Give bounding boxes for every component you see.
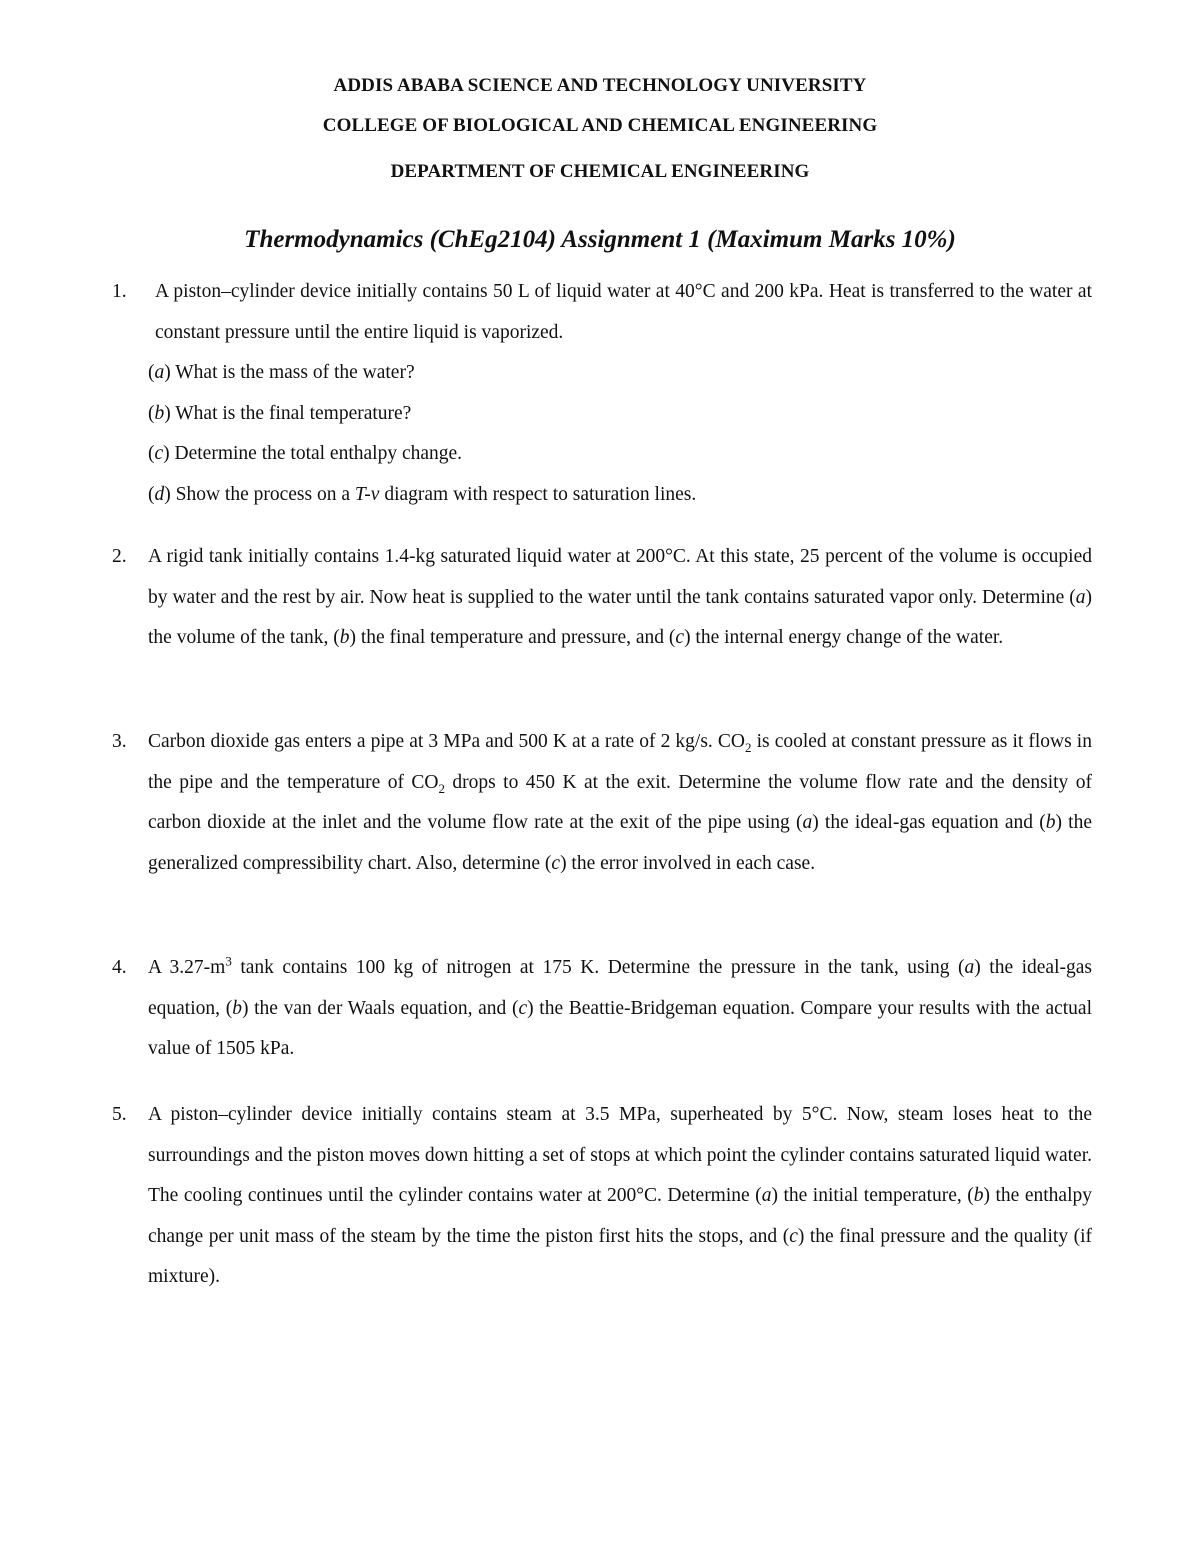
sub-question-a: (a) What is the mass of the water? <box>148 362 415 383</box>
question-text: A piston–cylinder device initially contains 50 L of liquid water at 40°C and 200 kPa. Heat is transferred to the water at constant pressure until the entire liquid is vaporized. <box>155 281 1092 343</box>
question-number: 4. <box>112 957 127 978</box>
question-text: A piston–cylinder device initially contains steam at 3.5 MPa, superheated by 5°C. Now, steam loses heat to the surroundings and the piston moves down hitting a set of stops at which point the cylinder contains saturated liquid water. The cooling continues until the cylinder contains water at 200°C. Determine (a) the initial temperature, (b) the enthalpy change per unit mass of the steam by the time the piston first hits the stops, and (c) the final pressure and the quality (if mixture). <box>148 1104 1092 1287</box>
sub-question-c: (c) Determine the total enthalpy change. <box>148 443 463 464</box>
college-name: COLLEGE OF BIOLOGICAL AND CHEMICAL ENGINEERING <box>322 115 878 136</box>
assignment-title: Thermodynamics (ChEg2104) Assignment 1 (Maximum Marks 10%) <box>244 226 956 253</box>
sub-question-d: (d) Show the process on a T-v diagram with respect to saturation lines. <box>148 483 697 505</box>
sub-question-b: (b) What is the final temperature? <box>148 402 412 424</box>
question-number: 3. <box>112 731 127 752</box>
question-number: 2. <box>112 546 127 567</box>
university-name: ADDIS ABABA SCIENCE AND TECHNOLOGY UNIVERSITY <box>333 75 867 96</box>
question-text: A rigid tank initially contains 1.4-kg saturated liquid water at 200°C. At this state, 25 percent of the volume is occupied by water and the rest by air. Now heat is supplied to the water until the tank contains saturated vapor only. Determine (a) the volume of the tank, (b) the final temperature and pressure, and (c) the internal energy change of the water. <box>148 546 1092 648</box>
question-text: Carbon dioxide gas enters a pipe at 3 MPa and 500 K at a rate of 2 kg/s. $CO_2$ is cooled at constant pressure as it flows in the pipe and the temperature of $CO_2$ drops to 450 K at the exit. Determine the volume flow rate and the density of carbon dioxide at the inlet and the volume flow rate at the exit of the pipe using (a) the ideal-gas equation and (b) the generalized compressibility chart. Also, determine (c) the error involved in each case. <box>148 731 1092 874</box>
sub-questions <box>148 353 1092 515</box>
question-text: A $3.27-m^3$ tank contains 100 kg of nitrogen at 175 K. Determine the pressure in the tank, using (a) the ideal-gas equation, (b) the van der Waals equation, and (c) the Beattie-Bridgeman equation. Compare your results with the actual value of 1505 kPa. <box>148 953 1093 1059</box>
department-name: DEPARTMENT OF CHEMICAL ENGINEERING <box>390 161 810 182</box>
question-number: 5. <box>112 1104 127 1125</box>
question-number: 1. <box>112 281 127 302</box>
